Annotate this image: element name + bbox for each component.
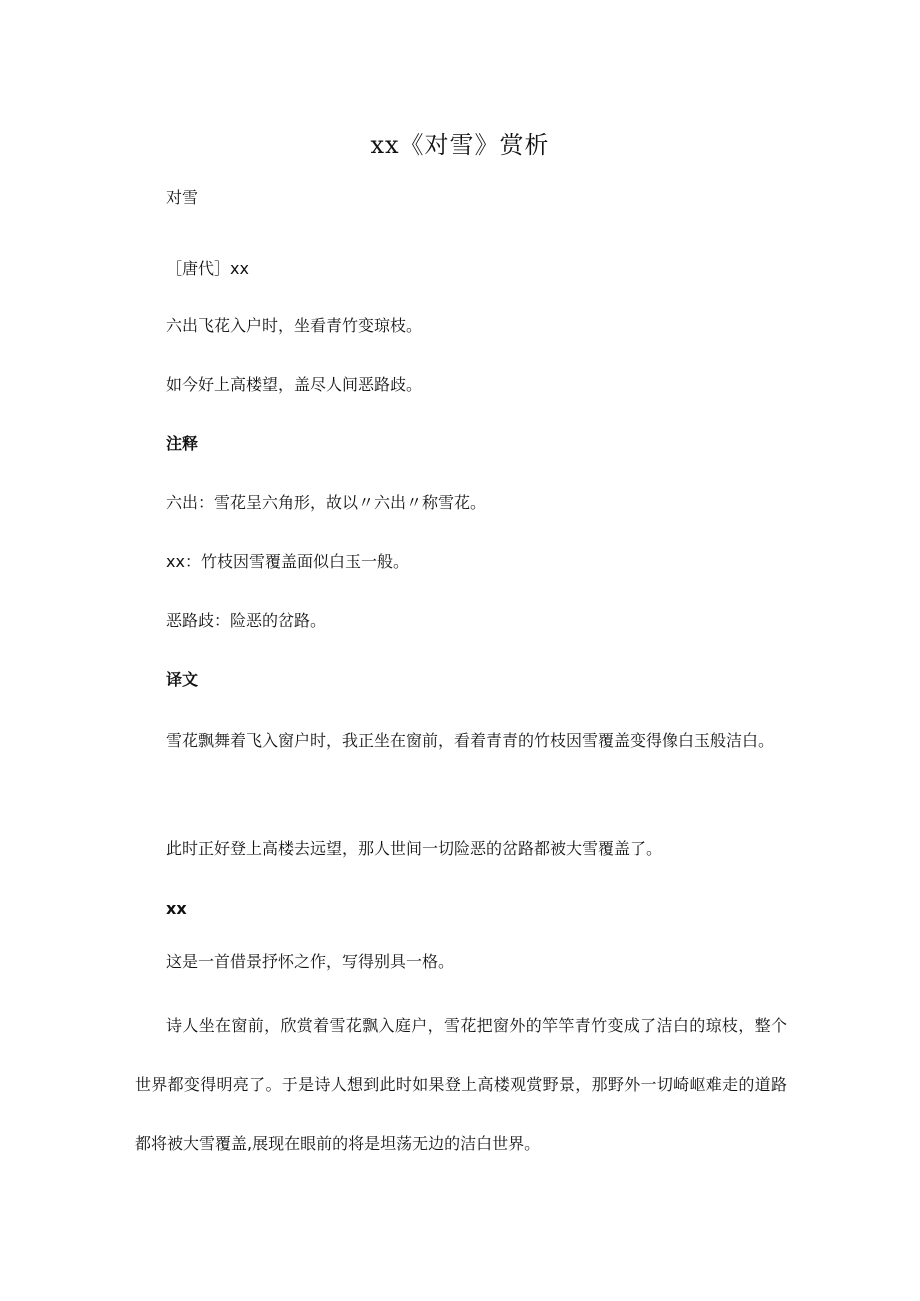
dynasty-author: ［唐代］xx [166,259,249,278]
note-item: xx：竹枝因雪覆盖面似白玉一般。 [166,552,409,571]
appreciation-paragraph: 诗人坐在窗前，欣赏着雪花飘入庭户，雪花把窗外的竿竿青竹变成了洁白的琼枝，整个世界都变得明亮了。于是诗人想到此时如果登上高楼观赏野景，那野外一切崎岖难走的道路都将被大雪覆盖,展现在眼前的将是坦荡无边的洁白世界。 [135,1016,787,1153]
appreciation-paragraph: 这是一首借景抒怀之作，写得别具一格。 [166,952,455,971]
translation-paragraph: 此时正好登上高楼去远望，那人世间一切险恶的岔路都被大雪覆盖了。 [166,839,663,858]
notes-heading: 注释 [166,434,199,453]
verse-line-1: 六出飞花入户时，坐看青竹变琼枝。 [166,316,423,335]
translation-paragraph: 雪花飘舞着飞入窗户时，我正坐在窗前，看着青青的竹枝因雪覆盖变得像白玉般洁白。 [166,731,775,750]
document-title: xx《对雪》赏析 [370,131,550,159]
note-item: 恶路歧：险恶的岔路。 [166,611,327,630]
appreciation-heading: xx [166,899,187,918]
verse-line-2: 如今好上高楼望，盖尽人间恶路歧。 [166,375,423,394]
note-item: 六出：雪花呈六角形，故以〃六出〃称雪花。 [166,493,487,512]
translation-heading: 译文 [166,670,199,689]
poem-title: 对雪 [166,188,199,207]
